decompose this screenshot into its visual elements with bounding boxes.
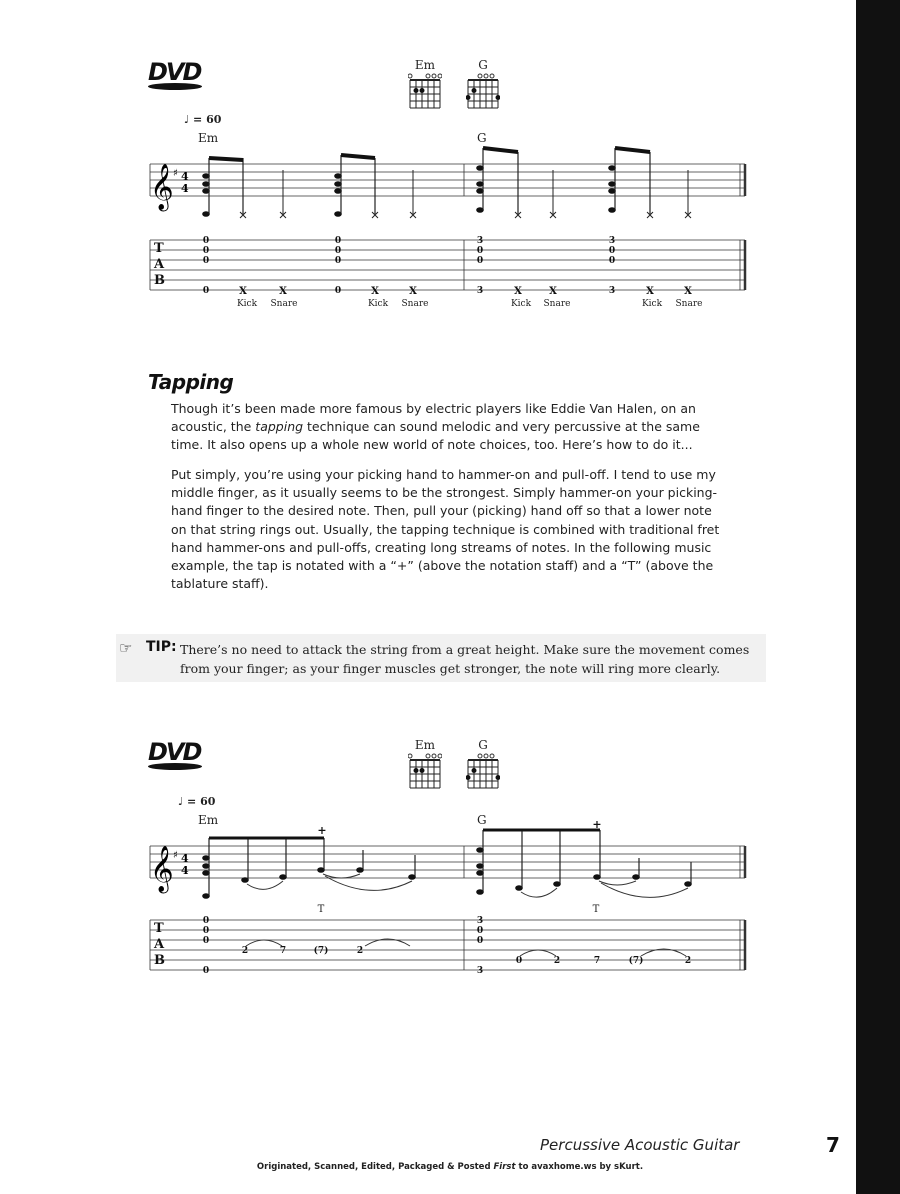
dvd-logo: DVD xyxy=(148,738,202,770)
svg-text:3: 3 xyxy=(476,286,484,296)
svg-text:Snare: Snare xyxy=(543,299,571,309)
svg-text:7: 7 xyxy=(593,956,601,966)
svg-text:♯: ♯ xyxy=(173,850,178,861)
svg-text:0: 0 xyxy=(476,926,484,936)
svg-text:3: 3 xyxy=(476,916,484,926)
credit-line: Originated, Scanned, Edited, Packaged & Posted First to avaxhome.ws by sKurt. xyxy=(256,1162,644,1172)
tab-slurs xyxy=(246,939,686,956)
svg-text:0: 0 xyxy=(202,936,210,946)
chord-symbol-g: G xyxy=(477,813,487,827)
svg-text:X: X xyxy=(409,286,417,297)
chord-name: Em xyxy=(414,738,436,752)
tab-letter-t: T xyxy=(154,241,164,256)
tab-letter-b: B xyxy=(154,953,165,968)
svg-text:2: 2 xyxy=(241,946,249,956)
page-number: 7 xyxy=(826,1133,840,1157)
section-heading: Tapping xyxy=(148,370,234,394)
paragraph-technique: Put simply, you’re using your picking hand to hammer-on and pull-off. I tend to use my middle finger, as it usually seems to be the strongest. Simply hammer-on your picking-hand finger to the desired note. Then, pull your (picking) hand off so that a lower note on that string rings out. Usually, the tapping technique is combined with traditional fret hand hammer-ons and pull-offs, creating long streams of notes. In the following music example, the tap is notated with a “+” (above the notation staff) and a “T” (above the tablature staff). xyxy=(171,467,720,592)
svg-text:(7): (7) xyxy=(628,956,644,966)
paragraph-intro: Though it’s been made more famous by electric players like Eddie Van Halen, on an acoustic, the tapping technique can sound melodic and very percussive at the same time. It also opens up a whole new world of note choices, too. Here’s how to do it... xyxy=(171,401,700,453)
svg-text:0: 0 xyxy=(608,256,616,266)
svg-text:0: 0 xyxy=(334,256,342,266)
pointing-hand-icon: ☞ xyxy=(119,639,133,657)
svg-text:4: 4 xyxy=(181,182,189,195)
svg-text:0: 0 xyxy=(476,256,484,266)
svg-text:T: T xyxy=(592,904,600,915)
svg-text:0: 0 xyxy=(608,246,616,256)
svg-text:Kick: Kick xyxy=(641,299,663,309)
svg-text:2: 2 xyxy=(684,956,692,966)
svg-text:X: X xyxy=(684,286,692,297)
svg-text:Snare: Snare xyxy=(675,299,703,309)
svg-text:4: 4 xyxy=(181,852,189,865)
svg-text:0: 0 xyxy=(334,236,342,246)
svg-text:0: 0 xyxy=(202,916,210,926)
svg-text:0: 0 xyxy=(202,286,210,296)
svg-text:0: 0 xyxy=(202,256,210,266)
treble-clef-icon: 𝄞 xyxy=(150,846,174,892)
svg-text:4: 4 xyxy=(181,864,189,877)
tab-letter-a: A xyxy=(154,257,165,272)
note-stems xyxy=(209,830,691,896)
svg-text:0: 0 xyxy=(515,956,523,966)
chord-symbol-em: Em xyxy=(198,131,219,145)
svg-text:+: + xyxy=(592,818,602,831)
chord-name: Em xyxy=(414,58,436,72)
svg-text:0: 0 xyxy=(476,246,484,256)
tab-letter-t: T xyxy=(154,921,164,936)
svg-text:0: 0 xyxy=(334,246,342,256)
tempo-marking: ♩ = 60 xyxy=(184,113,222,126)
slur-ties xyxy=(247,874,688,897)
svg-text:Kick: Kick xyxy=(367,299,389,309)
svg-text:X: X xyxy=(646,286,654,297)
svg-text:4: 4 xyxy=(181,170,189,183)
quarter-note-icon: ♩ xyxy=(178,795,184,808)
svg-text:3: 3 xyxy=(476,966,484,976)
chord-symbol-em: Em xyxy=(198,813,219,827)
svg-text:♯: ♯ xyxy=(173,168,178,179)
tab-letter-b: B xyxy=(154,273,165,288)
svg-text:X: X xyxy=(239,286,247,297)
svg-text:Snare: Snare xyxy=(401,299,429,309)
tab-numbers xyxy=(203,916,691,976)
svg-text:0: 0 xyxy=(202,246,210,256)
tip-text: There’s no need to attack the string from a great height. Make sure the movement comes from your finger; as your finger muscles get stronger, the note will ring more clearly. xyxy=(180,642,750,676)
svg-text:0: 0 xyxy=(202,926,210,936)
svg-text:0: 0 xyxy=(202,236,210,246)
svg-text:7: 7 xyxy=(279,946,287,956)
tap-t-markers xyxy=(318,904,600,915)
svg-text:X: X xyxy=(279,286,287,297)
chord-symbol-g: G xyxy=(477,131,487,145)
svg-text:0: 0 xyxy=(202,966,210,976)
svg-text:+: + xyxy=(317,824,327,837)
svg-text:(7): (7) xyxy=(313,946,329,956)
notation-staff xyxy=(150,846,745,878)
book-title: Percussive Acoustic Guitar xyxy=(540,1136,740,1154)
svg-text:Kick: Kick xyxy=(510,299,532,309)
svg-text:3: 3 xyxy=(608,236,616,246)
svg-text:2: 2 xyxy=(553,956,561,966)
dvd-logo: DVD xyxy=(148,58,202,90)
quarter-note-icon: ♩ xyxy=(184,113,190,126)
tab-letter-a: A xyxy=(154,937,165,952)
treble-clef-icon: 𝄞 xyxy=(150,164,174,210)
svg-text:Snare: Snare xyxy=(270,299,298,309)
svg-text:T: T xyxy=(317,904,325,915)
svg-text:0: 0 xyxy=(334,286,342,296)
chord-name: G xyxy=(478,58,488,72)
svg-text:X: X xyxy=(514,286,522,297)
svg-text:2: 2 xyxy=(356,946,364,956)
note-beams xyxy=(209,830,600,838)
svg-text:0: 0 xyxy=(476,936,484,946)
tip-label: TIP: xyxy=(146,639,177,655)
svg-text:3: 3 xyxy=(476,236,484,246)
tap-plus-markers xyxy=(317,818,601,837)
tab-staff xyxy=(150,920,745,970)
svg-text:3: 3 xyxy=(608,286,616,296)
svg-text:X: X xyxy=(549,286,557,297)
svg-text:X: X xyxy=(371,286,379,297)
chord-name: G xyxy=(478,738,488,752)
tempo-marking: ♩ = 60 xyxy=(178,795,216,808)
svg-text:Kick: Kick xyxy=(236,299,258,309)
